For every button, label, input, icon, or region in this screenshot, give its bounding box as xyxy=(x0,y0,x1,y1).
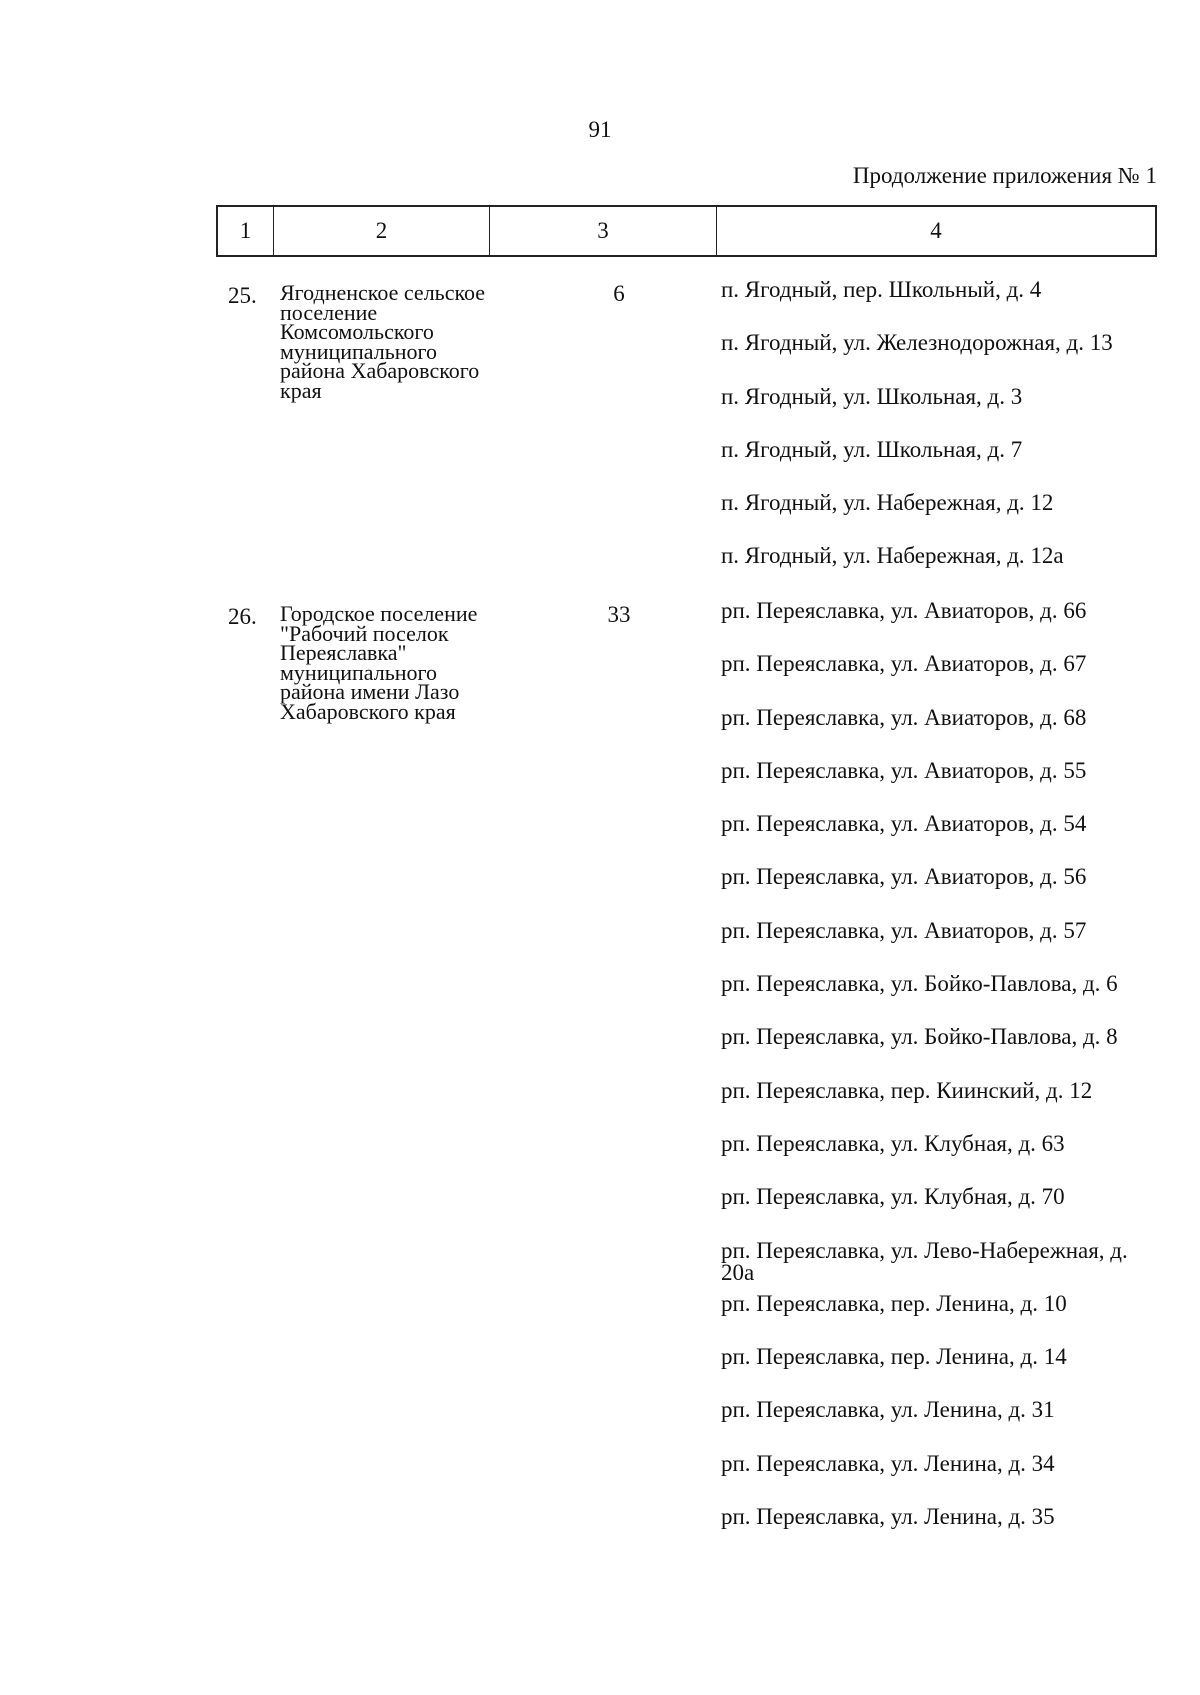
address-item: рп. Переяславка, ул. Авиаторов, д. 55 xyxy=(721,757,1087,783)
address-item: рп. Переяславка, ул. Ленина, д. 31 xyxy=(721,1397,1055,1423)
building-count: 33 xyxy=(607,602,631,627)
address-item: рп. Переяславка, ул. Клубная, д. 70 xyxy=(721,1184,1065,1210)
header-col-2: 2 xyxy=(274,207,490,255)
address-item: п. Ягодный, ул. Школьная, д. 3 xyxy=(721,383,1023,409)
continuation-note: Продолжение приложения № 1 xyxy=(852,163,1157,188)
address-item: рп. Переяславка, ул. Авиаторов, д. 56 xyxy=(721,864,1087,890)
settlement-name: Ягодненское сельское поселение Комсомольского муниципального района Хабаровского края xyxy=(280,280,486,403)
address-item: рп. Переяславка, ул. Авиаторов, д. 54 xyxy=(721,811,1087,837)
address-item: рп. Переяславка, ул. Клубная, д. 63 xyxy=(721,1130,1065,1156)
address-item: рп. Переяславка, ул. Авиаторов, д. 66 xyxy=(721,598,1087,623)
address-item: п. Ягодный, ул. Школьная, д. 7 xyxy=(721,436,1023,462)
row-number: 25. xyxy=(228,283,257,308)
address-item: рп. Переяславка, ул. Ленина, д. 35 xyxy=(721,1504,1055,1530)
address-item: рп. Переяславка, ул. Лево-Набережная, д. 20а xyxy=(721,1237,1128,1285)
address-item: рп. Переяславка, ул. Авиаторов, д. 67 xyxy=(721,651,1087,677)
address-item: рп. Переяславка, ул. Ленина, д. 34 xyxy=(721,1450,1055,1476)
address-list xyxy=(721,600,1161,1559)
address-item: рп. Переяславка, ул. Авиаторов, д. 68 xyxy=(721,704,1087,730)
header-col-3: 3 xyxy=(490,207,717,255)
address-item: п. Ягодный, ул. Набережная, д. 12а xyxy=(721,543,1064,569)
building-count: 6 xyxy=(613,281,625,306)
header-col-1: 1 xyxy=(218,207,274,255)
page-number: 91 xyxy=(588,117,612,142)
address-item: рп. Переяславка, ул. Бойко-Павлова, д. 6 xyxy=(721,971,1118,997)
address-list xyxy=(721,279,1161,599)
address-item: п. Ягодный, пер. Школьный, д. 4 xyxy=(721,277,1042,302)
address-item: рп. Переяславка, ул. Бойко-Павлова, д. 8 xyxy=(721,1024,1118,1050)
row-number: 26. xyxy=(228,604,257,629)
table-header xyxy=(216,205,1157,257)
address-item: рп. Переяславка, пер. Ленина, д. 14 xyxy=(721,1344,1067,1370)
address-item: п. Ягодный, ул. Железнодорожная, д. 13 xyxy=(721,330,1113,356)
header-col-4: 4 xyxy=(930,218,942,243)
address-item: п. Ягодный, ул. Набережная, д. 12 xyxy=(721,490,1054,516)
address-item: рп. Переяславка, пер. Киинский, д. 12 xyxy=(721,1077,1093,1103)
address-item: рп. Переяславка, ул. Авиаторов, д. 57 xyxy=(721,917,1087,943)
address-item: рп. Переяславка, пер. Ленина, д. 10 xyxy=(721,1290,1067,1316)
settlement-name: Городское поселение "Рабочий поселок Переяславка" муниципального района имени Лазо Хабаровского края xyxy=(280,601,478,724)
